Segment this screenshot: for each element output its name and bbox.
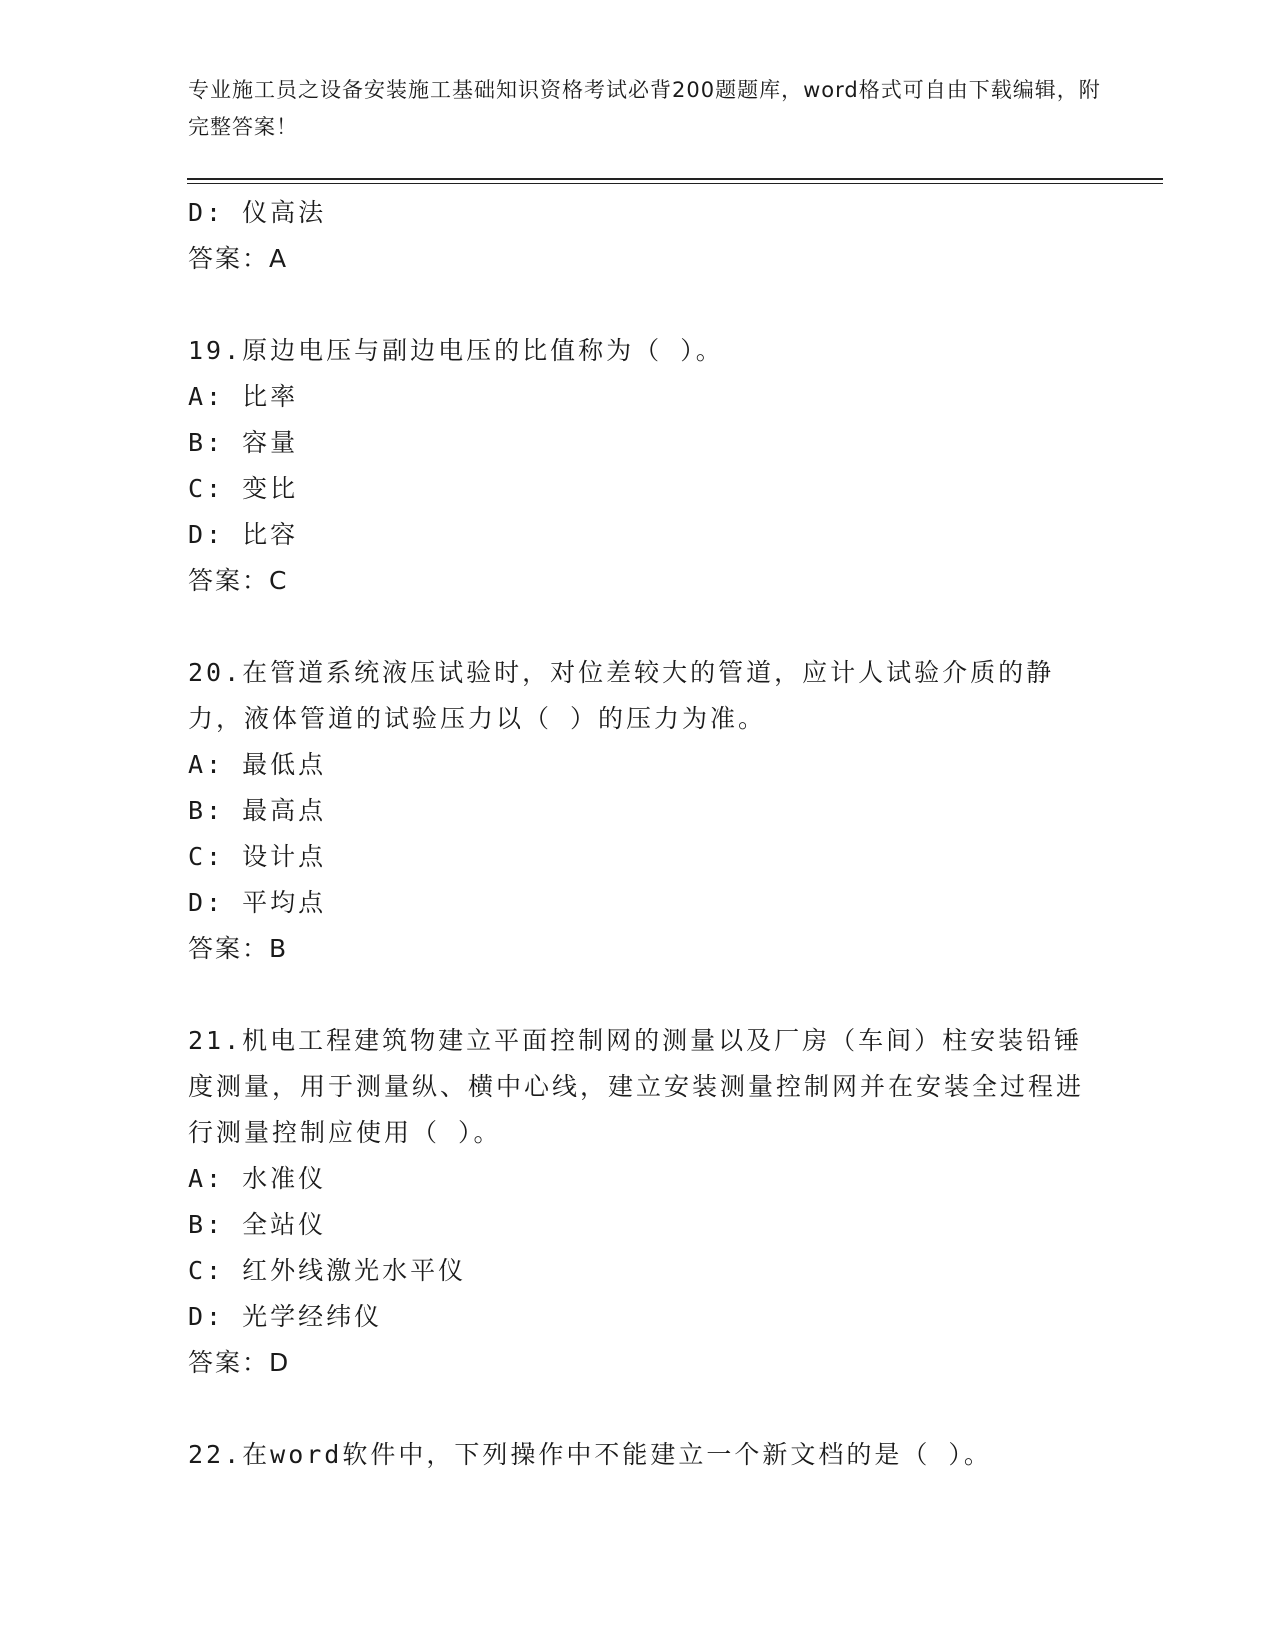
spacer bbox=[188, 604, 1088, 650]
option-b: B: 最高点 bbox=[188, 796, 327, 825]
option-c: C: 红外线激光水平仪 bbox=[188, 1256, 467, 1285]
document-header bbox=[188, 72, 1108, 146]
answer: 答案：C bbox=[188, 566, 289, 595]
question-20 bbox=[188, 650, 1088, 972]
prev-option-d: D: 仪高法 bbox=[188, 198, 327, 227]
option-a: A: 比率 bbox=[188, 382, 299, 411]
option-d: D: 光学经纬仪 bbox=[188, 1302, 383, 1331]
option-d: D: 平均点 bbox=[188, 888, 327, 917]
question-stem: 20.在管道系统液压试验时，对位差较大的管道，应计人试验介质的静力，液体管道的试验压力以（ ）的压力为准。 bbox=[188, 658, 1055, 733]
question-22 bbox=[188, 1432, 1088, 1478]
question-21 bbox=[188, 1018, 1088, 1386]
question-stem: 22.在word软件中，下列操作中不能建立一个新文档的是（ ）。 bbox=[188, 1440, 992, 1469]
header-rule-thick bbox=[187, 178, 1163, 180]
question-19 bbox=[188, 328, 1088, 604]
option-c: C: 变比 bbox=[188, 474, 299, 503]
header-rule-thin bbox=[187, 183, 1163, 184]
option-b: B: 全站仪 bbox=[188, 1210, 327, 1239]
answer: 答案：B bbox=[188, 934, 289, 963]
spacer bbox=[188, 972, 1088, 1018]
header-title: 专业施工员之设备安装施工基础知识资格考试必背200题题库，word格式可自由下载编辑，附完整答案！ bbox=[188, 78, 1101, 139]
option-a: A: 水准仪 bbox=[188, 1164, 327, 1193]
option-a: A: 最低点 bbox=[188, 750, 327, 779]
option-c: C: 设计点 bbox=[188, 842, 327, 871]
option-b: B: 容量 bbox=[188, 428, 299, 457]
spacer bbox=[188, 1386, 1088, 1432]
spacer bbox=[188, 282, 1088, 328]
question-stem: 21.机电工程建筑物建立平面控制网的测量以及厂房（车间）柱安装铅锤度测量，用于测量纵、横中心线，建立安装测量控制网并在安装全过程进行测量控制应使用（ ）。 bbox=[188, 1026, 1085, 1147]
option-d: D: 比容 bbox=[188, 520, 299, 549]
answer: 答案：D bbox=[188, 1348, 291, 1377]
question-stem: 19.原边电压与副边电压的比值称为（ ）。 bbox=[188, 336, 724, 365]
question-content bbox=[188, 190, 1088, 1478]
prev-answer: 答案：A bbox=[188, 244, 289, 273]
